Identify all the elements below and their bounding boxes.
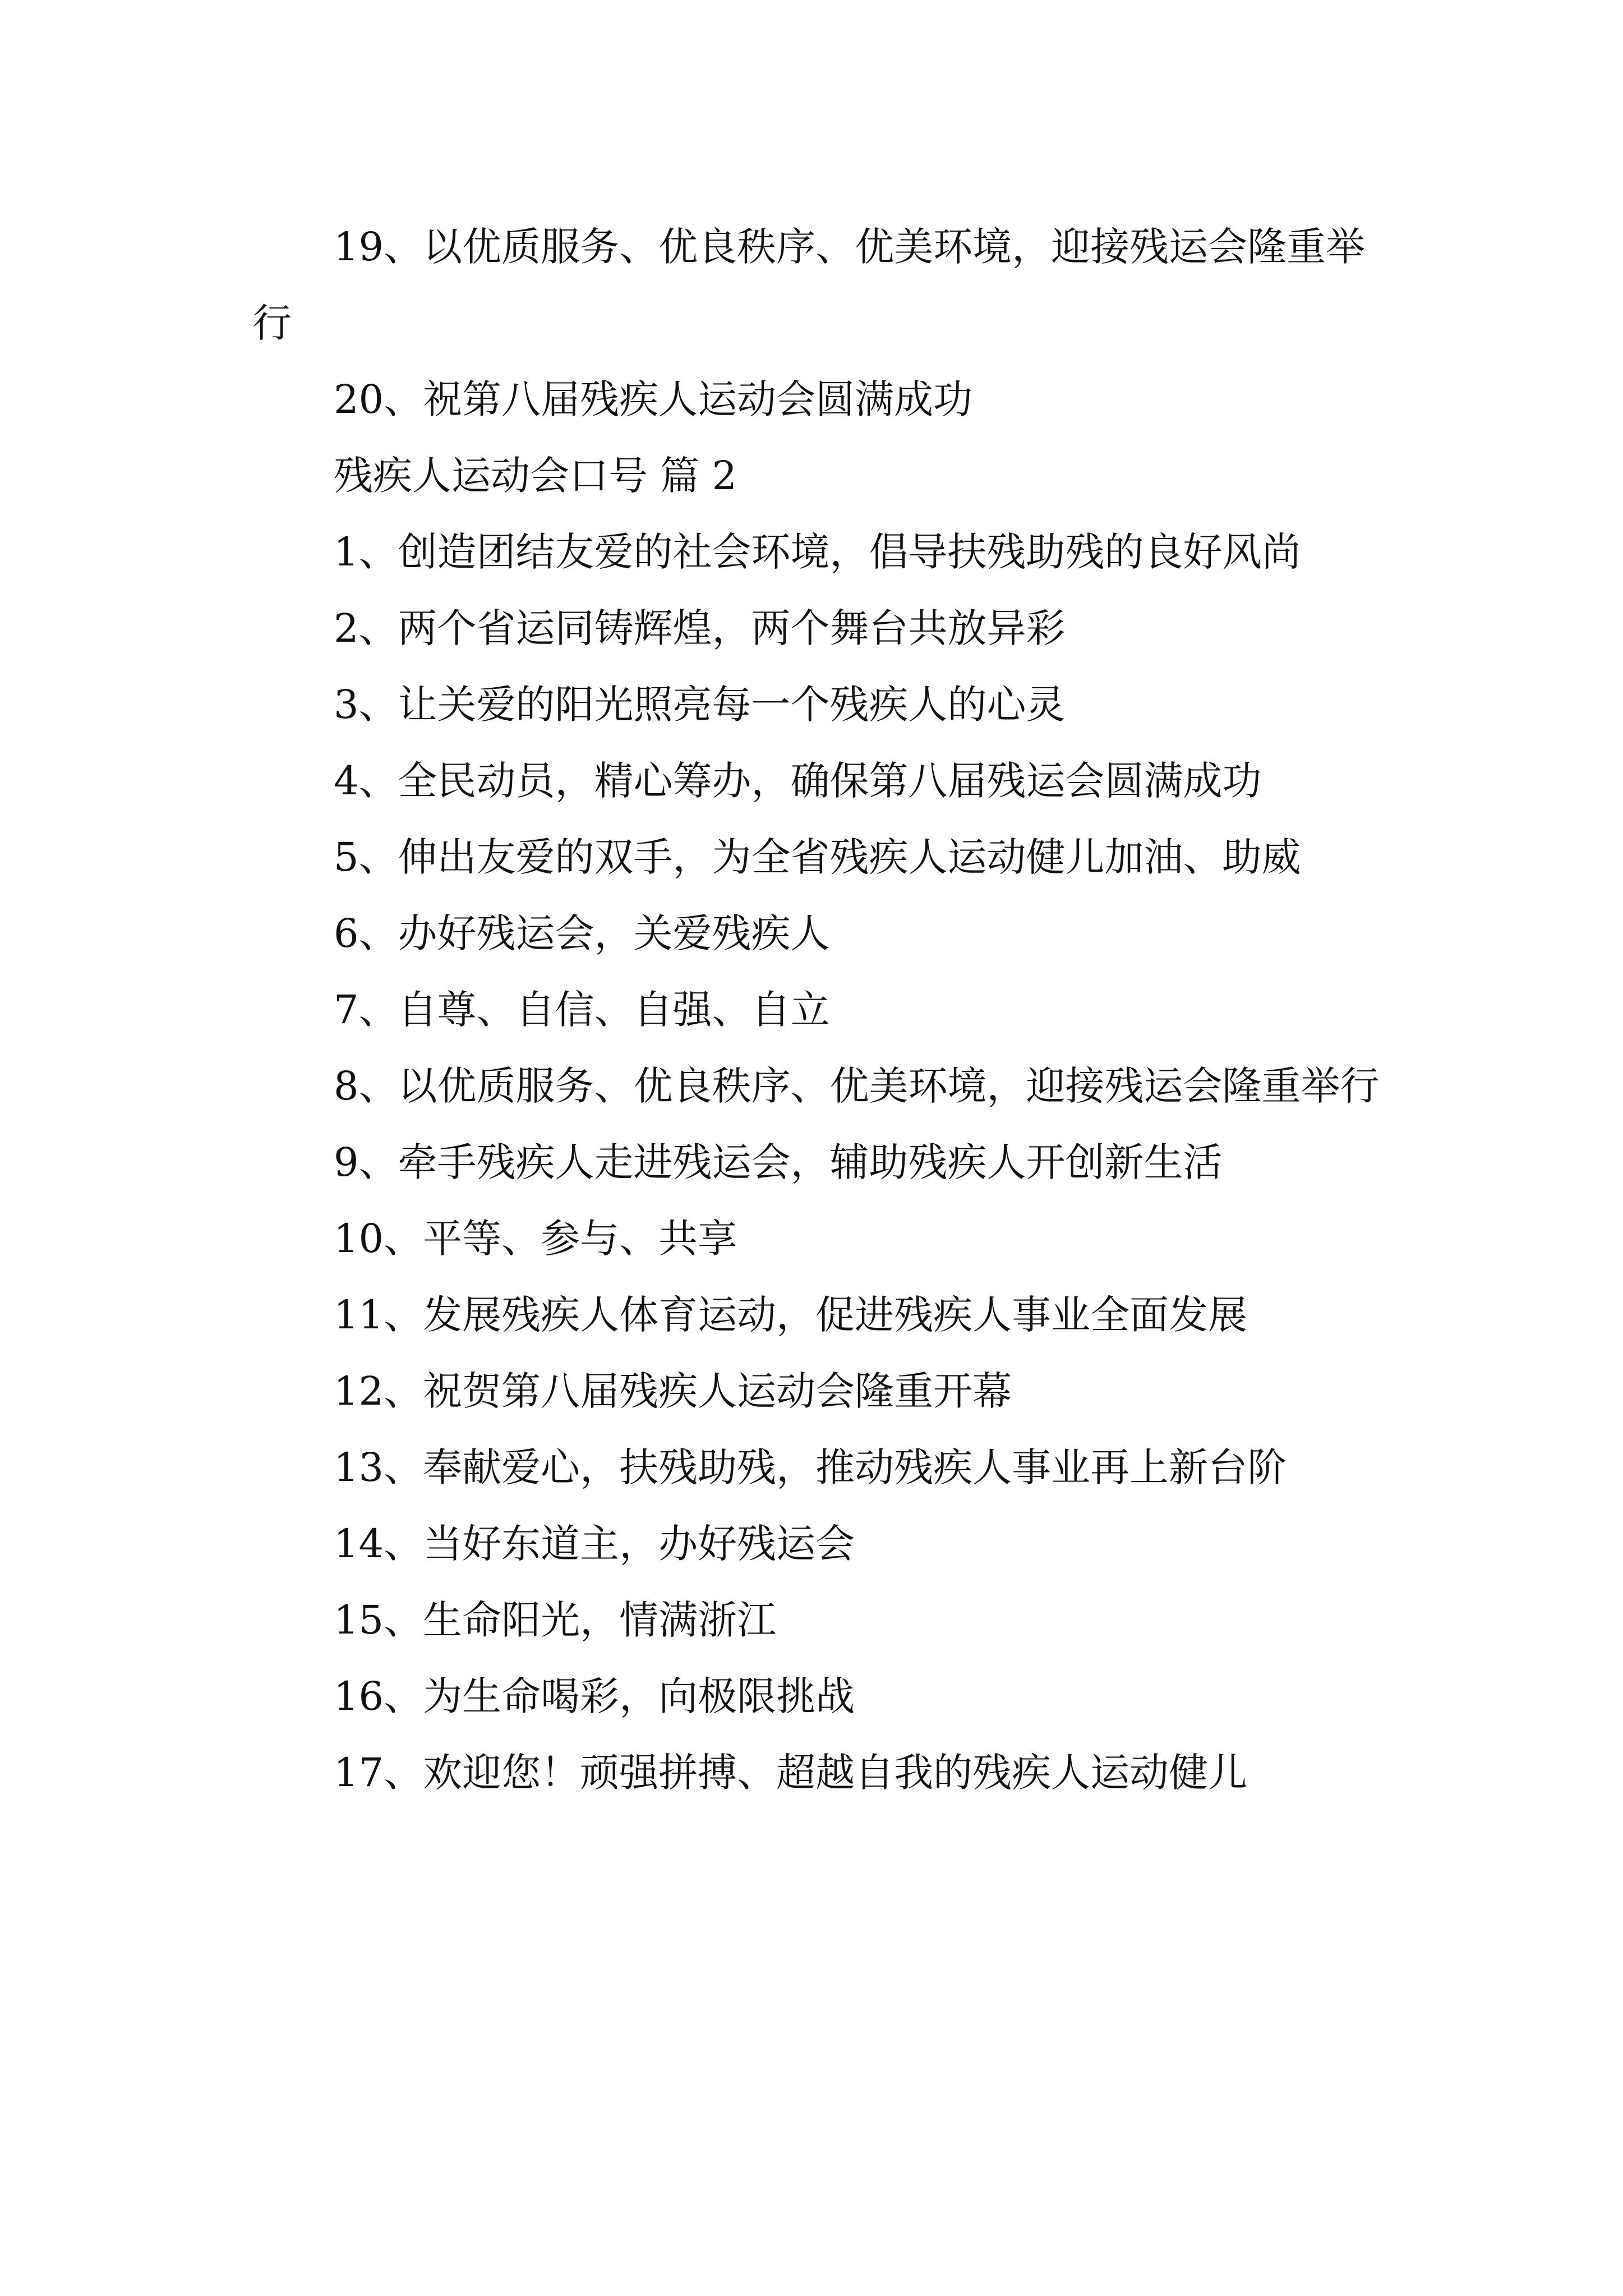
list-item: 13、奉献爱心，扶残助残，推动残疾人事业再上新台阶	[334, 1444, 1287, 1490]
list-item: 17、欢迎您！顽强拼搏、超越自我的残疾人运动健儿	[334, 1750, 1248, 1796]
list-item: 8、以优质服务、优良秩序、优美环境，迎接残运会隆重举行	[334, 1063, 1380, 1109]
list-item: 2、两个省运同铸辉煌，两个舞台共放异彩	[334, 605, 1066, 651]
list-item: 16、为生命喝彩，向极限挑战	[334, 1673, 855, 1719]
list-item: 3、让关爱的阳光照亮每一个残疾人的心灵	[334, 682, 1066, 728]
list-item: 11、发展残疾人体育运动，促进残疾人事业全面发展	[334, 1292, 1248, 1338]
list-item: 10、平等、参与、共享	[334, 1216, 737, 1262]
list-item: 6、办好残运会，关爱残疾人	[334, 910, 830, 956]
list-item: 14、当好东道主，办好残运会	[334, 1521, 855, 1567]
list-item: 5、伸出友爱的双手，为全省残疾人运动健儿加油、助威	[334, 834, 1301, 880]
list-item: 15、生命阳光，情满浙江	[334, 1597, 777, 1643]
list-item: 9、牵手残疾人走进残运会，辅助残疾人开创新生活	[334, 1139, 1223, 1185]
list-item: 19、以优质服务、优良秩序、优美环境，迎接残运会隆重举行	[252, 224, 1366, 346]
list-item: 20、祝第八届残疾人运动会圆满成功	[334, 376, 973, 422]
list-item: 1、创造团结友爱的社会环境，倡导扶残助残的良好风尚	[334, 529, 1301, 575]
list-item: 4、全民动员，精心筹办，确保第八届残运会圆满成功	[334, 758, 1262, 804]
section-title: 残疾人运动会口号 篇 2	[334, 453, 737, 499]
list-item: 7、自尊、自信、自强、自立	[334, 987, 830, 1033]
document-body	[252, 209, 1380, 1811]
list-item: 12、祝贺第八届残疾人运动会隆重开幕	[334, 1368, 1012, 1414]
